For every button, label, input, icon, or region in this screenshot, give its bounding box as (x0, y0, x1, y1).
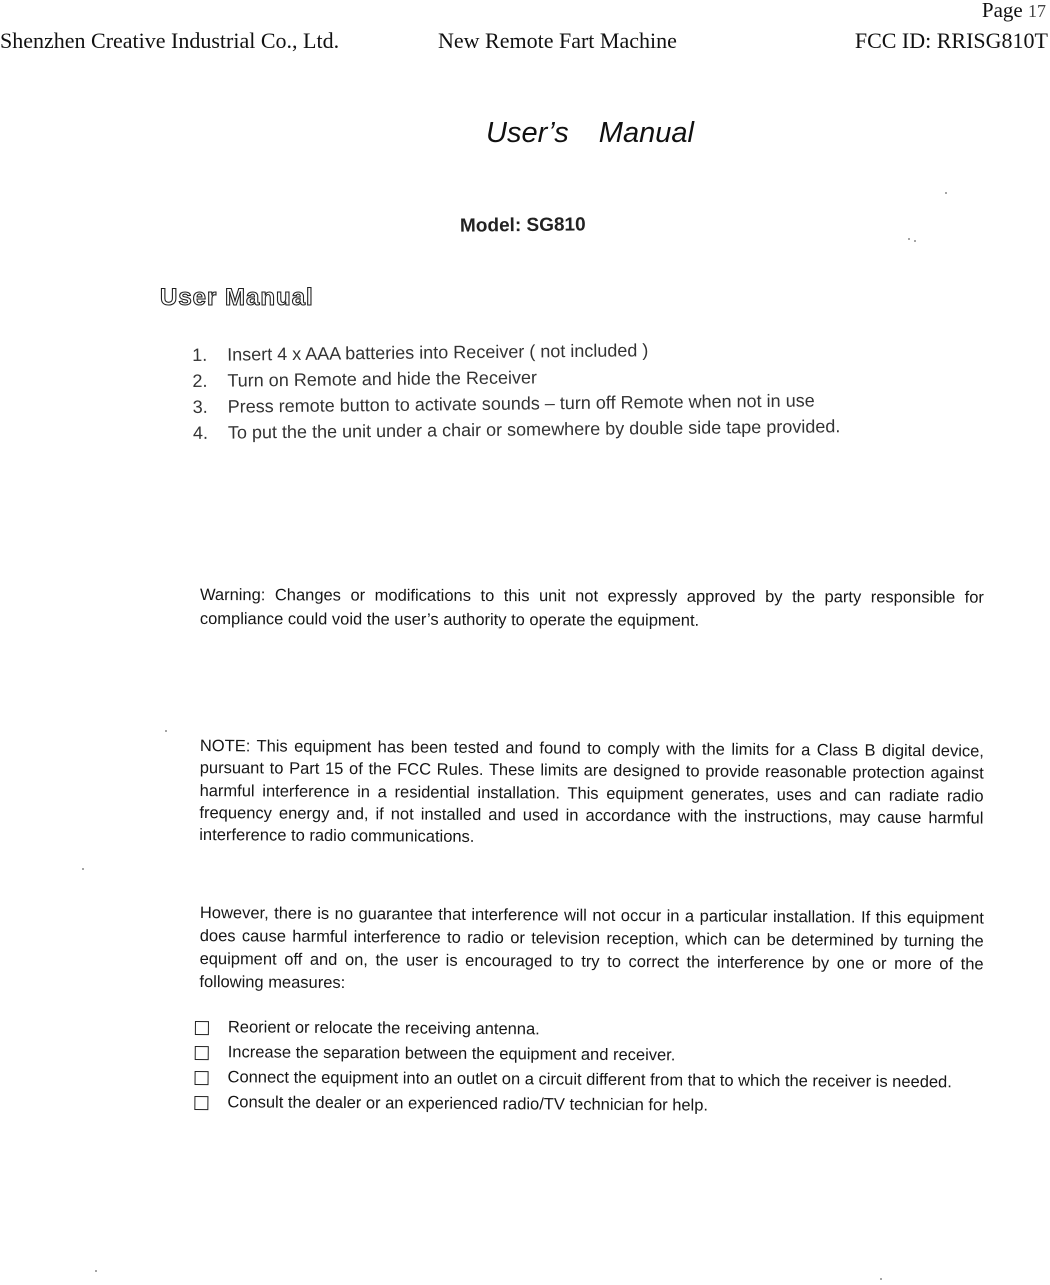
page-label: Page (981, 0, 1023, 22)
scan-speck (82, 868, 84, 870)
section-heading: User Manual (160, 284, 314, 311)
step-text: Turn on Remote and hide the Receiver (227, 367, 538, 391)
step-number: 4. (192, 422, 209, 443)
page-number (982, 0, 1046, 23)
list-item (195, 1016, 975, 1044)
scan-speck (908, 238, 910, 240)
interference-paragraph: However, there is no guarantee that interference will not occur in a particular installation. If this equipment does cause harmful interference to radio or television reception, which can be determined by turning the equipment off and on, the user is encouraged to try to correct the interference by one or more of the following measures: (199, 903, 984, 993)
list-item (195, 1041, 975, 1069)
list-item (194, 1066, 974, 1094)
header-company: Shenzhen Creative Industrial Co., Ltd. (0, 28, 340, 53)
model-label: Model: SG810 (459, 214, 586, 237)
checkbox-square-icon (195, 1046, 209, 1060)
measure-text: Increase the separation between the equipment and receiver. (227, 1043, 676, 1065)
scan-speck (945, 192, 947, 194)
measure-text: Connect the equipment into an outlet on a circuit different from that to which the receiver is needed. (227, 1068, 952, 1092)
step-number: 1. (192, 344, 208, 365)
checkbox-square-icon (195, 1021, 209, 1035)
list-item (194, 1091, 974, 1119)
header-fcc-id: FCC ID: RRISG810T (854, 28, 1048, 53)
measure-text: Reorient or relocate the receiving antenna. (227, 1018, 540, 1039)
page-number-value: 17 (1028, 1, 1046, 21)
scan-speck (95, 1270, 97, 1272)
step-text: Insert 4 x AAA batteries into Receiver ( not included ) (227, 340, 649, 365)
step-number: 2. (192, 370, 208, 391)
scan-speck (165, 730, 167, 732)
step-text: To put the the unit under a chair or somewhere by double side tape provided. (227, 416, 841, 443)
warning-paragraph: Warning: Changes or modifications to this unit not expressly approved by the party responsible for compliance could void the user’s authority to operate the equipment. (199, 586, 984, 630)
header-product: New Remote Fart Machine (438, 28, 677, 53)
checkbox-square-icon (194, 1096, 208, 1110)
checkbox-square-icon (195, 1071, 209, 1085)
fcc-note-paragraph: NOTE: This equipment has been tested and found to comply with the limits for a Class B digital device, pursuant to Part 15 of the FCC Rules. These limits are designed to provide reasonable protection against harmful interference in a residential installation. This equipment generates, uses and can radiate radio frequency energy and, if not installed and used in accordance with the instructions, may cause harmful interference to radio communications. (199, 736, 984, 847)
instruction-steps (192, 334, 913, 446)
document-title: User’s Manual (486, 117, 694, 149)
measures-list (194, 1016, 975, 1121)
scan-speck (914, 240, 916, 242)
step-number: 3. (192, 396, 208, 417)
scan-speck (880, 1278, 882, 1280)
measure-text: Consult the dealer or an experienced radio/TV technician for help. (227, 1093, 709, 1115)
step-text: Press remote button to activate sounds – turn off Remote when not in use (227, 390, 815, 417)
